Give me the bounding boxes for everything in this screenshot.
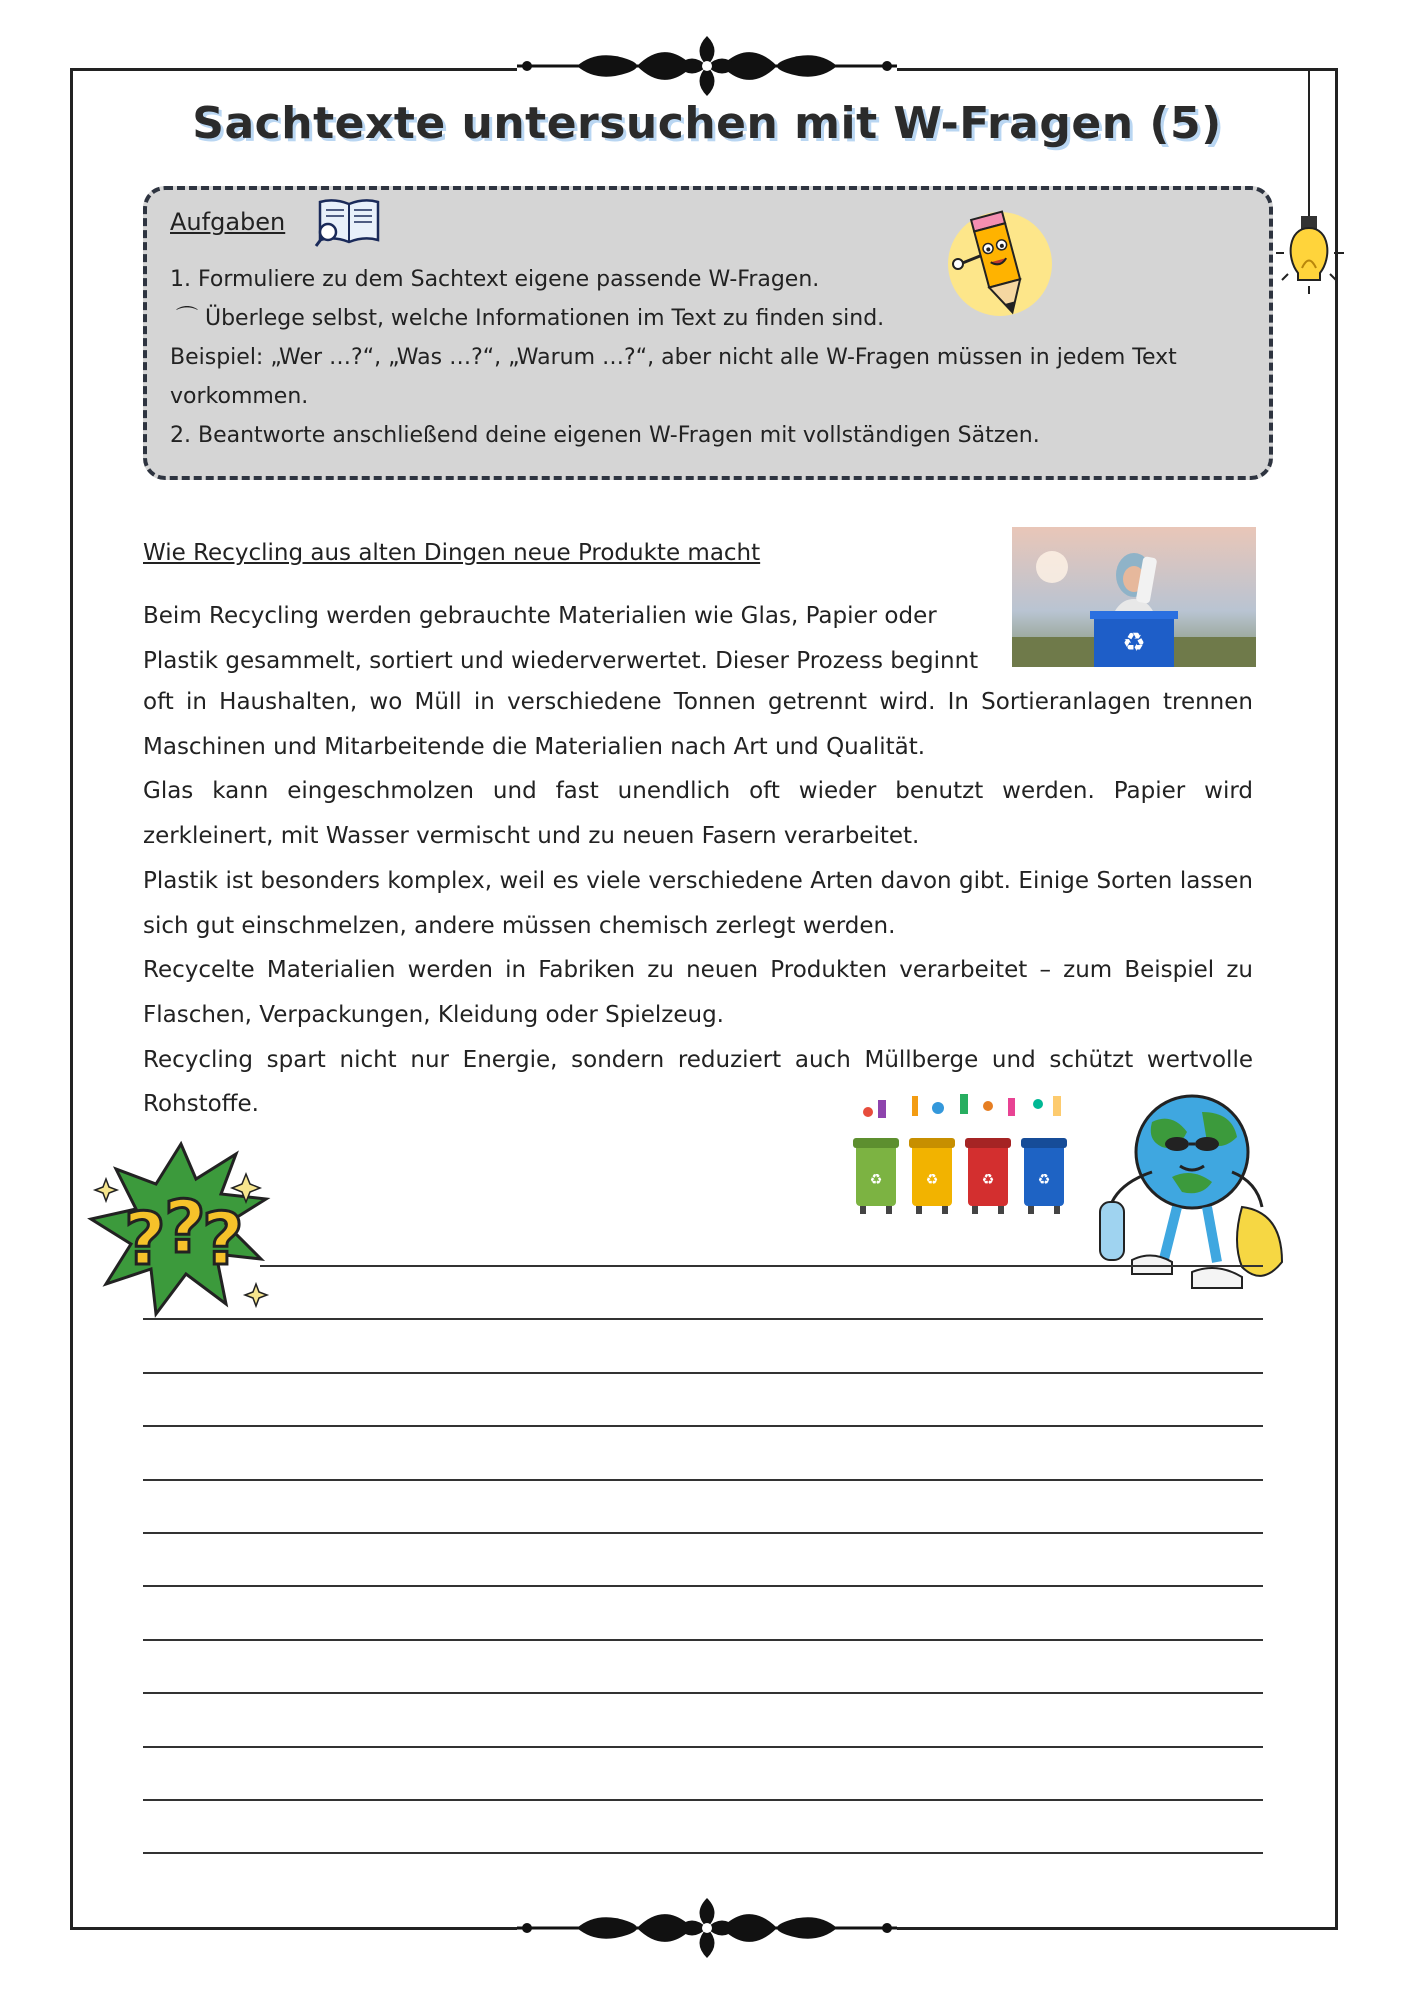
writing-line[interactable] <box>143 1318 1263 1320</box>
article-title: Wie Recycling aus alten Dingen neue Produkte macht <box>143 540 761 566</box>
task-line: 1. Formuliere zu dem Sachtext eigene passende W-Fragen. <box>170 267 820 292</box>
svg-text:?: ? <box>124 1197 166 1281</box>
book-magnifier-icon <box>314 196 384 248</box>
article-paragraph: Glas kann eingeschmolzen und fast unendlich oft wieder benutzt werden. Papier wird zerkleinert, mit Wasser vermischt und zu neuen Fasern verarbeitet. <box>143 778 1253 850</box>
svg-text:?: ? <box>164 1185 206 1269</box>
writing-line[interactable] <box>143 1479 1263 1481</box>
recycling-photo <box>1012 527 1256 667</box>
svg-text:♻: ♻ <box>1037 1172 1051 1188</box>
article-intro-line: Plastik gesammelt, sortiert und wiederverwertet. Dieser Prozess beginnt <box>143 648 979 674</box>
svg-text:♻: ♻ <box>1122 628 1146 658</box>
task-line: vorkommen. <box>170 384 309 409</box>
article-paragraph: oft in Haushalten, wo Müll in verschiedene Tonnen getrennt wird. In Sortieranlagen trennen Maschinen und Mitarbeitende die Materialien nach Art und Qualität. <box>143 689 1253 760</box>
svg-text:♻: ♻ <box>981 1172 995 1188</box>
writing-line[interactable] <box>143 1585 1263 1587</box>
article-paragraph: Recycling spart nicht nur Energie, sondern reduziert auch Müllberge und schützt wertvolle Rohstoffe. <box>143 1046 1253 1118</box>
question-burst-icon <box>86 1134 276 1324</box>
writing-line[interactable] <box>143 1746 1263 1748</box>
task-heading: Aufgaben <box>170 208 286 236</box>
writing-line[interactable] <box>143 1372 1263 1374</box>
ornament-divider <box>517 1893 897 1963</box>
recycling-bins-icon <box>848 1092 1078 1222</box>
writing-line[interactable] <box>143 1692 1263 1694</box>
article-body <box>143 680 1253 1127</box>
task-list <box>170 260 1260 455</box>
article-paragraph: Plastik ist besonders komplex, weil es viele verschiedene Arten davon gibt. Einige Sorten lassen sich gut einschmelzen, andere müssen chemisch zerlegt werden. <box>143 867 1253 939</box>
task-line: 2. Beantworte anschließend deine eigenen W-Fragen mit vollständigen Sätzen. <box>170 423 1040 448</box>
writing-line[interactable] <box>143 1639 1263 1641</box>
task-line: Beispiel: „Wer …?“, „Was …?“, „Warum …?“, aber nicht alle W-Fragen müssen in jedem Text <box>170 345 1177 370</box>
article-intro-line: Beim Recycling werden gebrauchte Materialien wie Glas, Papier oder <box>143 603 937 629</box>
earth-mascot-icon <box>1092 1082 1292 1302</box>
svg-text:♻: ♻ <box>869 1172 883 1188</box>
svg-text:♻: ♻ <box>925 1172 939 1188</box>
writing-line[interactable] <box>143 1799 1263 1801</box>
ornament-divider <box>517 31 897 101</box>
writing-line[interactable] <box>143 1425 1263 1427</box>
page-title: Sachtexte untersuchen mit W-Fragen (5) <box>192 98 1222 149</box>
svg-text:?: ? <box>202 1197 244 1281</box>
writing-line[interactable] <box>143 1852 1263 1854</box>
task-line: ⌒ Überlege selbst, welche Informationen im Text zu finden sind. <box>176 306 885 331</box>
article-paragraph: Recycelte Materialien werden in Fabriken zu neuen Produkten verarbeitet – zum Beispiel zu Flaschen, Verpackungen, Kleidung oder Spielzeug. <box>143 957 1253 1028</box>
writing-line[interactable] <box>143 1532 1263 1534</box>
writing-line[interactable] <box>260 1265 1263 1267</box>
